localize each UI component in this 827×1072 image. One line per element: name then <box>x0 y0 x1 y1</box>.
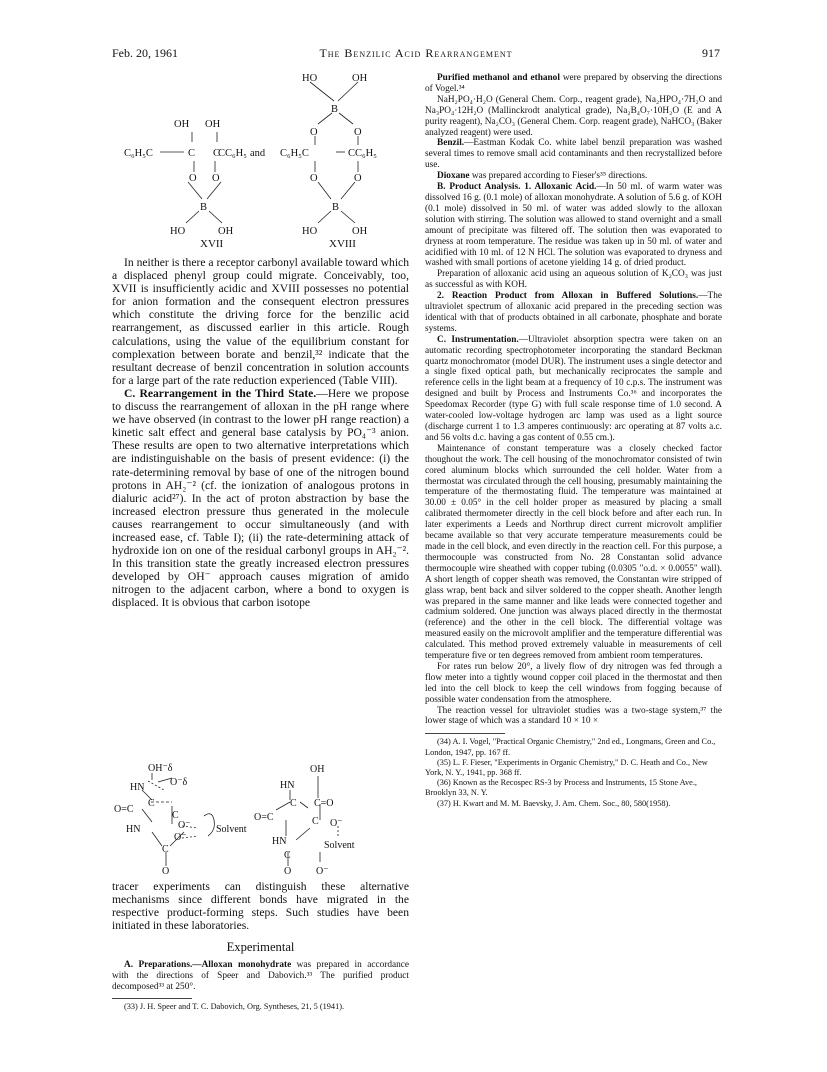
carbon-label: C <box>172 810 179 821</box>
section-heading-third-state: C. Rearrangement in the Third State. <box>124 386 317 400</box>
solvent-label: Solvent <box>324 840 355 851</box>
amide-nh-label: HN <box>272 836 287 847</box>
hydroxyl-label: OH <box>174 119 190 130</box>
amide-nh-label: HN <box>126 824 141 835</box>
paragraph-reagents: NaH₂PO₄·H₂O (General Chem. Corp., reagent grade), Na₂HPO₄·7H₂O and Na₃PO₄·12H₂O (Mallinckrodt analytical grade), Na₂B₄O₇·10H₂O (E and A purity reagent), Na₂CO₃ (General Chem. Corp. reagent grade), NaHCO₃ (Baker analyzed reagent) were used. <box>425 94 722 138</box>
oxygen-label: O <box>354 173 362 184</box>
paragraph-reaction-product <box>425 291 722 335</box>
oxygen-label: O <box>310 127 318 138</box>
preparations-body: was prepared in accordance with the directions of Speer and Dabovich.³³ The purified product decomposed³³ at 250°. <box>112 960 409 993</box>
instrumentation-lead: C. Instrumentation. <box>437 334 519 345</box>
carbon-label: C <box>213 148 221 159</box>
hydroxyl-label: OH <box>205 119 221 130</box>
footnote-divider <box>425 733 505 734</box>
instrumentation-body: —Ultraviolet absorption spectra were taken on an automatic recording spectrophotometer incorporating the standard Beckman quartz monochromator (model DUR). The instrument uses a single detector and a single fixed optical path, but mechanically reciprocates the sample and reference cells in the light beam at a frequency of 10 c.p.s. The instrument was designed and built by Process and Instruments Co.³⁶ and incorporates the Speedomax Recorder (type G) with full scale response time of 1.0 second. A water-cooled low-voltage hydrogen arc lamp was used as a light source (discharge current 1 to 1.3 amperes continuously: arc operating at 87 volts a.c. and 56 volts d.c. having a gas content of 0.55 cm.). <box>425 334 722 443</box>
paragraph-product-analysis <box>425 182 722 269</box>
methanol-body: were prepared by observing the directions of Vogel.³⁴ <box>425 73 722 94</box>
section-heading-experimental: Experimental <box>226 940 295 955</box>
carbon-phenyl-label: CC₆H₅ <box>218 148 247 159</box>
paragraph-temperature-maintenance: Maintenance of constant temperature was a closely checked factor thoughout the work. The cell housing of the monochromator consisted of twin cored aluminum blocks which surrounded the cell holder. Water from a thermostat was circulated through the cell housing, presumably maintaining the temperature of the thermostating fluid. The temperature was maintained at 30.00 ± 0.05° in the cell holder proper as measured by placing a small calibrated thermometer directly in the cell block before and after each run. In later experiments a Leeds and Northrup direct current microvolt amplifier became available so that very accurate temperature measurements could be made in the cell block, and even directly in the reaction cell. For this purpose, a thermocouple was constructed from No. 28 Constantan solid advance thermocouple wire sheathed with copper tubing (0.0305 "o.d. × 0.0055" wall). A short length of copper sheath was removed, the Constantan wire stripped of glass wrap, bent back and silver soldered to the copper sheath. Another length was prepared in the same manner and like leads were connected together and cadmium soldered. One junction was always placed directly in the thermostat (reference) and the other in the cell block. The differential voltage was measured easily on the microvolt amplifier and the temperature differential was calculated. This method proved extremely valuable in measurements of cell temperature five or ten degrees removed from ambient room temperatures. <box>425 443 722 662</box>
paragraph-instrumentation <box>425 335 722 444</box>
oxygen-label: O <box>310 173 318 184</box>
carbon-label: C <box>148 798 155 809</box>
header-title: The Benzilic Acid Rearrangement <box>319 46 513 60</box>
paragraph-preparations <box>112 960 409 993</box>
hydroxyl-label: OH <box>352 73 368 84</box>
hydroxide-partial-label: OH⁻δ <box>148 763 173 774</box>
solvent-label: Solvent <box>216 824 247 835</box>
paragraph-reaction-vessel: The reaction vessel for ultraviolet studies was a two-stage system,³⁷ the lower stage of which was a standard 10 × 10 × <box>425 705 722 727</box>
carbonyl-label: O=C <box>114 804 134 815</box>
amide-nh-label: HN <box>130 782 145 793</box>
oxygen-label: O <box>189 173 197 184</box>
reaction-product-lead: 2. Reaction Product from Alloxan in Buffered Solutions. <box>437 291 699 302</box>
reaction-product-body: —The ultraviolet spectrum of alloxanic acid prepared in the preceding section was identical with that of products obtained in all carbonate, phosphate and borate systems. <box>425 291 722 334</box>
footnote-36: (36) Known as the Recospec RS-3 by Process and Instruments, 15 Stone Ave., Brooklyn 33, N. Y. <box>425 778 698 798</box>
oxygen-label: O <box>284 866 292 874</box>
boron-label: B <box>200 202 208 213</box>
product-analysis-body: —In 50 ml. of warm water was dissolved 16 g. (0.1 mole) of alloxan monohydrate. A solution of 5.6 g. of KOH (0.1 mole) dissolved in 50 ml. of water was added slowly to the alloxan solution with stirring. The solution was allowed to stand overnight and a small amount of precipitate was filtered off. The solution then was evaporated to dryness at room temperature. The residue was taken up in 50 ml. of water and acidified with 10 ml. of 12 N HCl. The solution was evaporated to dryness and washed with small portions of acetone yielding 14 g. of dried product. <box>425 182 722 269</box>
paragraph-k2co3: Preparation of alloxanic acid using an aqueous solution of K₂CO₃ was just as successful as with KOH. <box>425 269 722 291</box>
hydroxyl-label: OH <box>352 226 368 237</box>
carbonyl-label: C=O <box>314 798 334 809</box>
boron-label: B <box>332 202 340 213</box>
right-column <box>425 73 722 809</box>
compound-label-xvii: XVII <box>200 238 224 250</box>
paragraph-methanol-ethanol <box>425 73 722 95</box>
dioxane-body: was prepared according to Fieser's³⁵ directions. <box>469 171 648 182</box>
paragraph-dioxane <box>425 171 722 182</box>
header-date: Feb. 20, 1961 <box>112 46 178 60</box>
footnote-divider <box>112 998 192 999</box>
hydroxyl-label: HO <box>302 226 318 237</box>
left-column-upper <box>112 256 409 610</box>
oxide-label: O⁻ <box>330 818 343 829</box>
oxygen-label: O <box>162 866 170 874</box>
hydroxyl-label: OH <box>218 226 234 237</box>
hydroxyl-label: HO <box>302 73 318 84</box>
dioxane-lead: Dioxane <box>437 171 470 182</box>
hydroxyl-label: OH <box>310 764 325 775</box>
carbon-label: C <box>188 148 196 159</box>
oxide-partial-label: O⁻δ <box>170 777 188 788</box>
paragraph-receptor-carbonyl: In neither is there a receptor carbonyl available toward which a displaced phenyl group could migrate. Conceivably, too, XVII is insufficiently acidic and XVIII possesses no potential for anion formation and the consequent electron pressures which constitute the driving force for the benzilic acid rearrangement, as discussed earlier in this article. Rough calculations, using the value of the equilibrium constant for complexation between borate and benzil,³² indicate that the resultant decrease of benzil concentration in solution accounts for a large part of the rate reduction experienced (Table VIII). <box>112 256 409 387</box>
product-analysis-lead: B. Product Analysis. 1. Alloxanic Acid. <box>437 182 597 193</box>
benzil-body: —Eastman Kodak Co. white label benzil preparation was washed several times to remove small acid contaminants and then recrystallized before use. <box>425 138 722 171</box>
carbon-label: C <box>290 798 297 809</box>
carbon-label: C <box>162 844 169 855</box>
methanol-lead: Purified methanol and ethanol <box>437 73 560 83</box>
preparations-lead: A. Preparations.—Alloxan monohydrate <box>124 960 292 971</box>
paragraph-benzil <box>425 138 722 171</box>
compound-label-xviii: XVIII <box>329 238 356 250</box>
paragraph-low-temperature: For rates run below 20°, a lively flow of dry nitrogen was fed through a flow meter into a tightly wound copper coil placed in the thermostat and then led into the cell block to keep the cell windows from fogging because of possible water condensation from the atmosphere. <box>425 661 722 705</box>
footnote-35: (35) L. F. Fieser, "Experiments in Organic Chemistry," D. C. Heath and Co., New York, N. Y., 1941, pp. 368 ff. <box>425 757 708 777</box>
benzil-lead: Benzil. <box>437 138 465 149</box>
left-column-lower <box>112 880 409 1012</box>
carbon-phenyl-label: CC₆H₅ <box>348 148 377 159</box>
carbonyl-label: O=C <box>254 812 274 823</box>
footnote-34: (34) A. I. Vogel, "Practical Organic Chemistry," 2nd ed., Longmans, Green and Co., London, 1947, pp. 167 ff. <box>425 737 716 757</box>
amide-nh-label: HN <box>280 780 295 791</box>
footnote-33: (33) J. H. Speer and T. C. Dabovich, Org. Syntheses, 21, 5 (1941). <box>124 1002 345 1012</box>
third-state-body: —Here we propose to discuss the rearrangement of alloxan in the pH range where we have observed (in contrast to the lower pH range reaction) a kinetic salt effect and general base catalysis by PO₄⁻³ anion. These results are open to two alternative interpretations which are indistinguishable on the basis of present evidence: (i) the rate-determining removal by base of one of the nitrogen bound protons in AH₂⁻² (cf. the ionization of analogous protons in dialuric acid²⁷). In the act of proton abstraction by base the increased electron pressure thus generated in the molecule causes rearrangement to occur simultaneously (and with increased ease, cf. Table I); (ii) the rate-determining attack of hydroxide ion on one of the residual carbonyl groups in AH₂⁻². In this transition state the greatly increased electron pressures developed by OH⁻ approach causes migration of amido nitrogen to the adjacent carbon, where a bond to oxygen is displaced. It is obvious that carbon isotope <box>112 386 410 610</box>
page-number: 917 <box>702 46 720 60</box>
oxide-label: O⁻ <box>178 820 191 831</box>
boron-label: B <box>331 104 339 115</box>
conjunction-text: and <box>250 148 266 159</box>
paragraph-third-state <box>112 387 409 610</box>
running-header <box>112 46 720 62</box>
paragraph-tracer-experiments: tracer experiments can distinguish these alternative mechanisms since different bonds have migrated in the respective product-forming steps. Such studies have been initiated in these laboratories. <box>112 880 409 933</box>
phenyl-carbon-label: C₆H₅C <box>280 148 309 159</box>
footnote-37: (37) H. Kwart and M. M. Baevsky, J. Am. Chem. Soc., 80, 580(1958). <box>437 798 671 808</box>
carbon-label: C <box>284 850 291 861</box>
structure-figure-xvii-xviii <box>112 70 409 238</box>
carbon-label: C <box>312 816 319 827</box>
phenyl-carbon-label: C₆H₅C <box>124 148 153 159</box>
hydroxyl-label: HO <box>170 226 186 237</box>
oxide-label: O⁻ <box>174 832 187 843</box>
structure-labels-row <box>112 238 409 252</box>
oxygen-label: O <box>354 127 362 138</box>
oxide-label: O⁻ <box>316 866 329 874</box>
oxygen-label: O <box>212 173 220 184</box>
transition-state-figure <box>112 756 409 874</box>
